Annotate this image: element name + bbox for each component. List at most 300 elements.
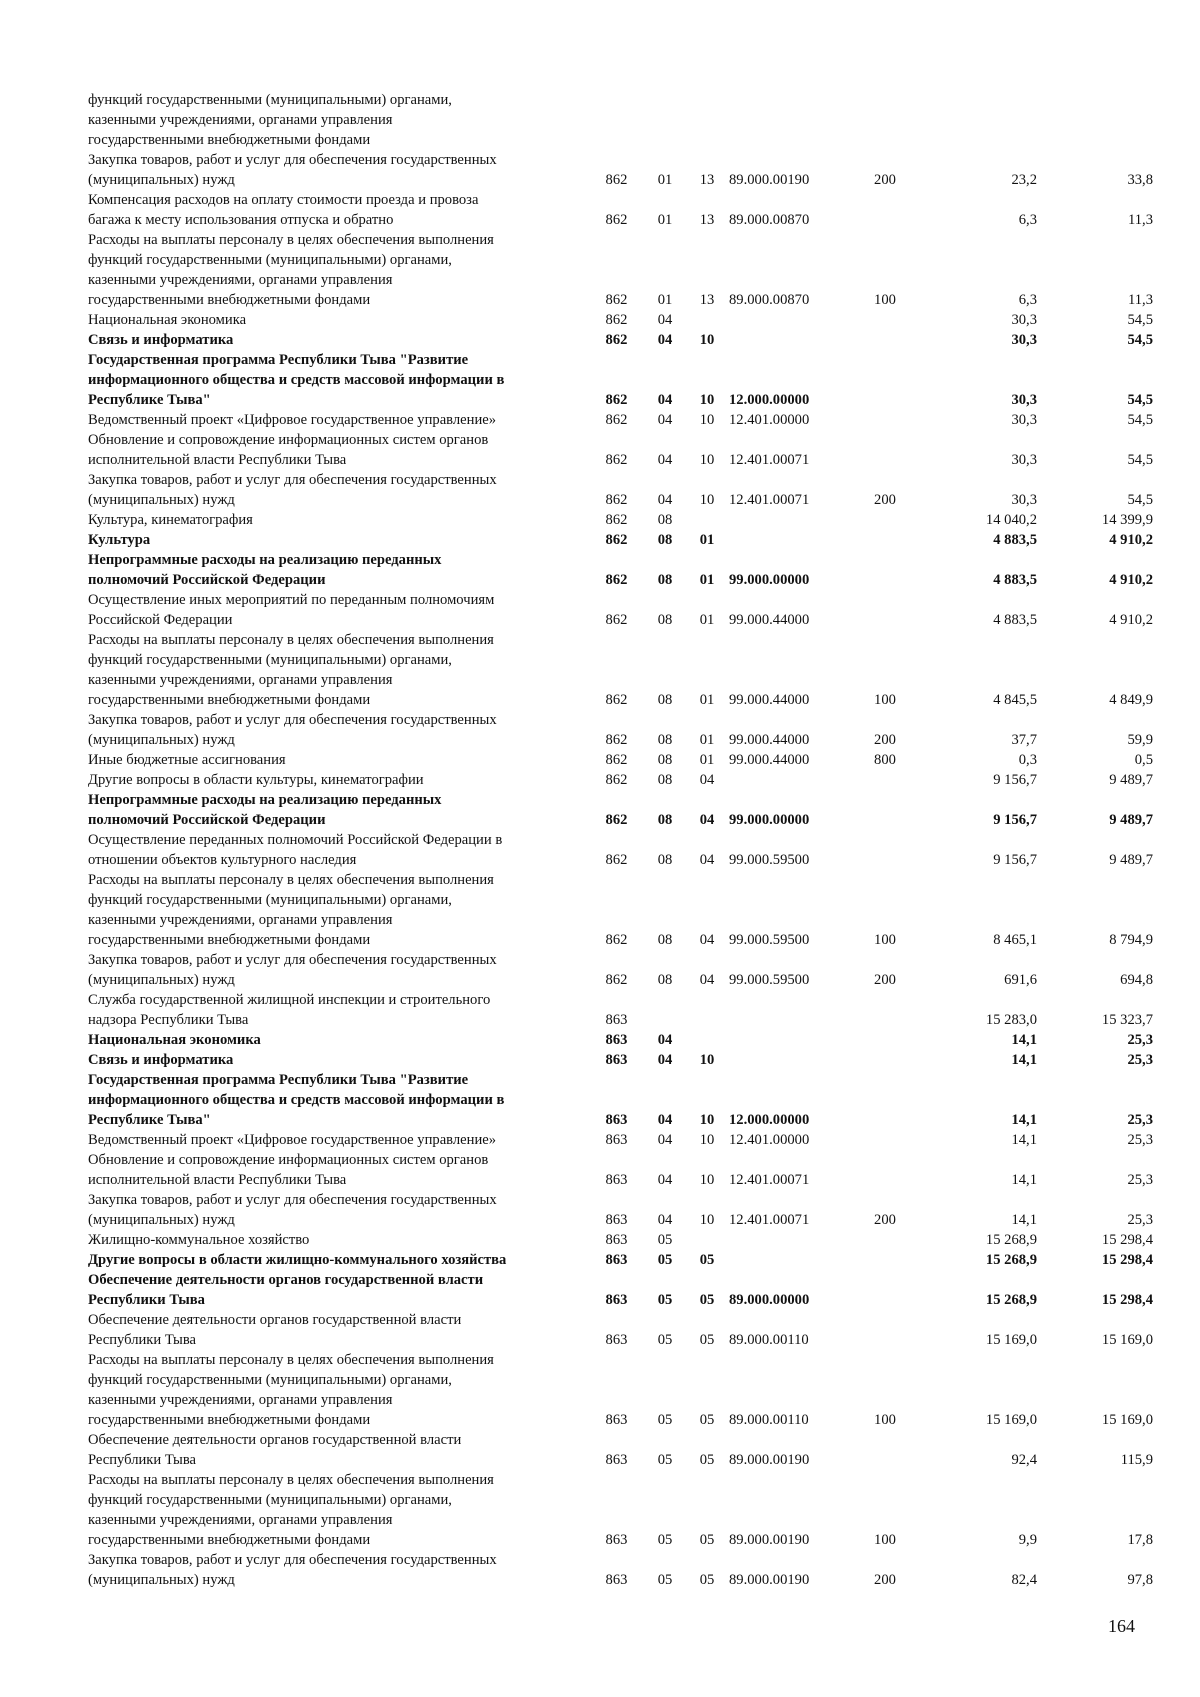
amount-year-2 [1037, 350, 1153, 370]
section-code [645, 1490, 685, 1510]
row-name: отношении объектов культурного наследия [88, 852, 357, 868]
admin-code: 862 [605, 452, 628, 468]
expense-type-code [857, 810, 913, 830]
section-code: 04 [657, 452, 673, 468]
section-code [645, 590, 685, 610]
target-article-code [729, 890, 857, 910]
expense-type-code [857, 1110, 913, 1130]
admin-code: 862 [605, 772, 628, 788]
amount-year-1: 14,1 [1011, 1212, 1037, 1228]
section-code: 04 [657, 492, 673, 508]
section-code: 04 [657, 1212, 673, 1228]
expense-type-code [857, 990, 913, 1010]
table-row [88, 230, 1153, 250]
target-article-code: 12.401.00071 [729, 452, 810, 468]
amount-year-1: 14,1 [1011, 1052, 1037, 1068]
subsection-code [685, 1310, 729, 1330]
target-article-code [729, 670, 857, 690]
section-code [645, 1470, 685, 1490]
admin-code [588, 1090, 645, 1110]
section-code [645, 1310, 685, 1330]
target-article-code: 12.401.00071 [729, 1172, 810, 1188]
amount-year-2 [1037, 1550, 1153, 1570]
amount-year-2: 25,3 [1127, 1032, 1153, 1048]
amount-year-1: 15 268,9 [985, 1252, 1037, 1268]
section-code: 04 [657, 412, 673, 428]
amount-year-2: 25,3 [1127, 1112, 1153, 1128]
amount-year-2 [1037, 890, 1153, 910]
amount-year-2: 4 910,2 [1109, 532, 1153, 548]
admin-code: 862 [605, 932, 628, 948]
amount-year-2 [1037, 790, 1153, 810]
section-code: 04 [657, 1112, 673, 1128]
expense-type-code [857, 890, 913, 910]
table-row [88, 1150, 1153, 1170]
target-article-code: 89.000.00000 [729, 1292, 810, 1308]
amount-year-1 [913, 1390, 1037, 1410]
amount-year-2 [1037, 870, 1153, 890]
table-row [88, 650, 1153, 670]
target-article-code [729, 1430, 857, 1450]
section-code: 08 [657, 532, 673, 548]
target-article-code [729, 470, 857, 490]
admin-code: 863 [605, 1332, 628, 1348]
expense-type-code [857, 850, 913, 870]
expense-type-code: 100 [874, 292, 896, 308]
amount-year-2 [1037, 710, 1153, 730]
target-article-code [729, 1470, 857, 1490]
admin-code [588, 1190, 645, 1210]
subsection-code: 01 [699, 732, 715, 748]
table-row [88, 1050, 1153, 1070]
amount-year-1 [913, 1350, 1037, 1370]
target-article-code [729, 530, 857, 550]
expense-type-code [857, 310, 913, 330]
section-code [645, 950, 685, 970]
amount-year-1 [913, 90, 1037, 110]
target-article-code: 89.000.00110 [729, 1412, 809, 1428]
table-row [88, 750, 1153, 770]
admin-code [588, 1150, 645, 1170]
table-row [88, 710, 1153, 730]
expense-type-code [857, 470, 913, 490]
row-name: Государственная программа Республики Тыва "Развитие [88, 352, 469, 368]
admin-code: 863 [605, 1232, 628, 1248]
amount-year-2: 15 298,4 [1101, 1252, 1153, 1268]
amount-year-2: 54,5 [1127, 332, 1153, 348]
target-article-code [729, 770, 857, 790]
target-article-code [729, 510, 857, 530]
admin-code [588, 1430, 645, 1450]
section-code: 04 [657, 312, 673, 328]
table-row [88, 210, 1153, 230]
subsection-code [685, 650, 729, 670]
section-code: 08 [657, 752, 673, 768]
admin-code: 862 [605, 572, 628, 588]
expense-type-code [857, 190, 913, 210]
amount-year-2 [1037, 630, 1153, 650]
amount-year-2: 25,3 [1127, 1172, 1153, 1188]
amount-year-2 [1037, 550, 1153, 570]
row-name: Расходы на выплаты персоналу в целях обеспечения выполнения [88, 632, 494, 648]
amount-year-1: 30,3 [1011, 312, 1037, 328]
table-row [88, 870, 1153, 890]
admin-code: 862 [605, 512, 628, 528]
row-name: функций государственными (муниципальными) органами, [88, 892, 452, 908]
table-row [88, 1230, 1153, 1250]
budget-table-body [88, 90, 1153, 1590]
expense-type-code: 200 [874, 492, 896, 508]
subsection-code [685, 1270, 729, 1290]
admin-code: 863 [605, 1132, 628, 1148]
section-code: 01 [657, 212, 673, 228]
amount-year-2: 25,3 [1127, 1132, 1153, 1148]
table-row [88, 1470, 1153, 1490]
amount-year-2 [1037, 370, 1153, 390]
target-article-code [729, 1490, 857, 1510]
amount-year-1: 6,3 [1018, 292, 1037, 308]
table-row [88, 290, 1153, 310]
row-name: Обеспечение деятельности органов государственной власти [88, 1312, 462, 1328]
subsection-code [685, 1090, 729, 1110]
amount-year-2: 54,5 [1127, 492, 1153, 508]
row-name: Культура [88, 532, 151, 548]
amount-year-1 [913, 670, 1037, 690]
target-article-code [729, 270, 857, 290]
section-code: 05 [657, 1572, 673, 1588]
admin-code [588, 590, 645, 610]
row-name: надзора Республики Тыва [88, 1012, 249, 1028]
row-name: (муниципальных) нужд [88, 492, 235, 508]
amount-year-2 [1037, 1150, 1153, 1170]
table-row [88, 590, 1153, 610]
expense-type-code [857, 710, 913, 730]
row-name: Закупка товаров, работ и услуг для обеспечения государственных [88, 712, 497, 728]
admin-code [588, 950, 645, 970]
row-name: (муниципальных) нужд [88, 172, 235, 188]
budget-table [88, 90, 1153, 1590]
section-code [645, 990, 685, 1010]
section-code: 08 [657, 692, 673, 708]
table-row [88, 1430, 1153, 1450]
expense-type-code [857, 1370, 913, 1390]
amount-year-2 [1037, 1350, 1153, 1370]
target-article-code [729, 430, 857, 450]
row-name: Закупка товаров, работ и услуг для обеспечения государственных [88, 1552, 497, 1568]
section-code: 05 [657, 1252, 673, 1268]
subsection-code: 05 [699, 1532, 715, 1548]
table-row [88, 970, 1153, 990]
row-name: Российской Федерации [88, 612, 233, 628]
table-row [88, 1010, 1153, 1030]
admin-code [588, 130, 645, 150]
expense-type-code: 200 [874, 172, 896, 188]
amount-year-2 [1037, 270, 1153, 290]
admin-code: 862 [605, 212, 628, 228]
table-row [88, 450, 1153, 470]
target-article-code [729, 950, 857, 970]
amount-year-1: 37,7 [1011, 732, 1037, 748]
expense-type-code [857, 1550, 913, 1570]
section-code [645, 830, 685, 850]
subsection-code [685, 370, 729, 390]
amount-year-1: 9,9 [1018, 1532, 1037, 1548]
section-code [645, 710, 685, 730]
table-row [88, 690, 1153, 710]
amount-year-1: 30,3 [1011, 492, 1037, 508]
admin-code: 862 [605, 332, 628, 348]
subsection-code: 10 [699, 412, 715, 428]
expense-type-code [857, 610, 913, 630]
subsection-code: 10 [699, 1132, 715, 1148]
expense-type-code [857, 1130, 913, 1150]
admin-code: 863 [605, 1112, 628, 1128]
expense-type-code [857, 130, 913, 150]
admin-code: 862 [605, 312, 628, 328]
amount-year-2 [1037, 650, 1153, 670]
amount-year-2: 15 169,0 [1101, 1412, 1153, 1428]
expense-type-code [857, 350, 913, 370]
subsection-code: 10 [699, 392, 715, 408]
table-row [88, 170, 1153, 190]
target-article-code: 89.000.00190 [729, 1532, 810, 1548]
target-article-code [729, 1070, 857, 1090]
target-article-code [729, 1250, 857, 1270]
section-code [645, 1010, 685, 1030]
admin-code: 863 [605, 1412, 628, 1428]
table-row [88, 1510, 1153, 1530]
amount-year-2 [1037, 90, 1153, 110]
section-code: 08 [657, 612, 673, 628]
section-code: 08 [657, 972, 673, 988]
target-article-code [729, 130, 857, 150]
amount-year-1 [913, 1510, 1037, 1530]
expense-type-code [857, 1150, 913, 1170]
subsection-code [685, 590, 729, 610]
amount-year-1: 14 040,2 [985, 512, 1037, 528]
section-code [645, 1350, 685, 1370]
table-row [88, 1350, 1153, 1370]
admin-code: 863 [605, 1172, 628, 1188]
section-code [645, 650, 685, 670]
target-article-code: 12.000.00000 [729, 392, 810, 408]
amount-year-1: 8 465,1 [993, 932, 1037, 948]
admin-code [588, 710, 645, 730]
admin-code [588, 790, 645, 810]
row-name: Связь и информатика [88, 1052, 234, 1068]
row-name: Служба государственной жилищной инспекции и строительного [88, 992, 491, 1008]
expense-type-code [857, 370, 913, 390]
section-code: 04 [657, 1172, 673, 1188]
subsection-code: 13 [699, 172, 715, 188]
row-name: казенными учреждениями, органами управления [88, 912, 393, 928]
row-name: Республики Тыва [88, 1332, 197, 1348]
target-article-code [729, 1030, 857, 1050]
amount-year-2: 15 323,7 [1101, 1012, 1153, 1028]
table-row [88, 1130, 1153, 1150]
row-name: Республике Тыва" [88, 392, 211, 408]
amount-year-2 [1037, 470, 1153, 490]
row-name: (муниципальных) нужд [88, 972, 235, 988]
target-article-code: 89.000.00190 [729, 1572, 810, 1588]
row-name: (муниципальных) нужд [88, 1212, 235, 1228]
table-row [88, 150, 1153, 170]
row-name: государственными внебюджетными фондами [88, 1412, 371, 1428]
table-row [88, 1210, 1153, 1230]
expense-type-code: 100 [874, 1412, 896, 1428]
table-row [88, 630, 1153, 650]
amount-year-2 [1037, 110, 1153, 130]
section-code: 04 [657, 1132, 673, 1148]
subsection-code [685, 830, 729, 850]
row-name: информационного общества и средств массовой информации в [88, 372, 505, 388]
subsection-code [685, 230, 729, 250]
subsection-code: 10 [699, 1172, 715, 1188]
target-article-code [729, 1350, 857, 1370]
target-article-code: 89.000.00110 [729, 1332, 809, 1348]
expense-type-code: 800 [874, 752, 896, 768]
amount-year-2 [1037, 830, 1153, 850]
row-name: Ведомственный проект «Цифровое государственное управление» [88, 412, 497, 428]
subsection-code [685, 1370, 729, 1390]
amount-year-2 [1037, 1310, 1153, 1330]
row-name: функций государственными (муниципальными) органами, [88, 1372, 452, 1388]
admin-code [588, 550, 645, 570]
row-name: Обновление и сопровождение информационных систем органов [88, 432, 489, 448]
table-row [88, 390, 1153, 410]
amount-year-1 [913, 870, 1037, 890]
row-name: Компенсация расходов на оплату стоимости проезда и провоза [88, 192, 479, 208]
subsection-code [685, 790, 729, 810]
row-name: Культура, кинематография [88, 512, 253, 528]
amount-year-1 [913, 1550, 1037, 1570]
expense-type-code [857, 390, 913, 410]
section-code [645, 1510, 685, 1530]
row-name: Непрограммные расходы на реализацию переданных [88, 552, 442, 568]
amount-year-1: 691,6 [1004, 972, 1037, 988]
row-name: Осуществление иных мероприятий по переданным полномочиям [88, 592, 495, 608]
admin-code: 863 [605, 1532, 628, 1548]
row-name: полномочий Российской Федерации [88, 572, 326, 588]
row-name: Закупка товаров, работ и услуг для обеспечения государственных [88, 472, 497, 488]
expense-type-code [857, 1450, 913, 1470]
subsection-code: 04 [699, 932, 715, 948]
row-name: функций государственными (муниципальными) органами, [88, 1492, 452, 1508]
section-code [645, 1070, 685, 1090]
subsection-code [685, 1510, 729, 1530]
expense-type-code [857, 250, 913, 270]
subsection-code [685, 510, 729, 530]
row-name: Национальная экономика [88, 312, 247, 328]
subsection-code [685, 250, 729, 270]
table-row [88, 810, 1153, 830]
admin-code: 863 [605, 1452, 628, 1468]
subsection-code [685, 550, 729, 570]
expense-type-code [857, 1230, 913, 1250]
expense-type-code [857, 530, 913, 550]
section-code [645, 870, 685, 890]
target-article-code: 89.000.00870 [729, 292, 810, 308]
subsection-code [685, 670, 729, 690]
row-name: Непрограммные расходы на реализацию переданных [88, 792, 442, 808]
admin-code [588, 1370, 645, 1390]
subsection-code [685, 1030, 729, 1050]
section-code [645, 1550, 685, 1570]
subsection-code: 04 [699, 852, 715, 868]
row-name: государственными внебюджетными фондами [88, 132, 371, 148]
table-row [88, 330, 1153, 350]
target-article-code [729, 1090, 857, 1110]
expense-type-code [857, 270, 913, 290]
row-name: Расходы на выплаты персоналу в целях обеспечения выполнения [88, 232, 494, 248]
section-code [645, 110, 685, 130]
expense-type-code [857, 670, 913, 690]
row-name: Другие вопросы в области культуры, кинематографии [88, 772, 424, 788]
row-name: государственными внебюджетными фондами [88, 292, 371, 308]
amount-year-2: 25,3 [1127, 1052, 1153, 1068]
admin-code: 863 [605, 1052, 628, 1068]
admin-code: 862 [605, 972, 628, 988]
subsection-code: 04 [699, 812, 715, 828]
amount-year-2 [1037, 950, 1153, 970]
subsection-code: 04 [699, 772, 715, 788]
expense-type-code [857, 90, 913, 110]
target-article-code [729, 1010, 857, 1030]
table-row [88, 670, 1153, 690]
target-article-code: 12.000.00000 [729, 1112, 810, 1128]
expense-type-code [857, 210, 913, 230]
expense-type-code [857, 1030, 913, 1050]
target-article-code [729, 230, 857, 250]
target-article-code [729, 590, 857, 610]
target-article-code [729, 1050, 857, 1070]
amount-year-1 [913, 110, 1037, 130]
admin-code [588, 370, 645, 390]
amount-year-1: 14,1 [1011, 1172, 1037, 1188]
expense-type-code [857, 1170, 913, 1190]
admin-code [588, 230, 645, 250]
target-article-code [729, 1230, 857, 1250]
section-code [645, 90, 685, 110]
subsection-code: 10 [699, 1112, 715, 1128]
expense-type-code [857, 950, 913, 970]
admin-code [588, 1510, 645, 1530]
row-name: функций государственными (муниципальными) органами, [88, 652, 452, 668]
expense-type-code [857, 230, 913, 250]
expense-type-code [857, 910, 913, 930]
expense-type-code [857, 1350, 913, 1370]
target-article-code [729, 1270, 857, 1290]
target-article-code: 12.401.00071 [729, 492, 810, 508]
amount-year-2: 15 298,4 [1101, 1232, 1153, 1248]
amount-year-2 [1037, 190, 1153, 210]
target-article-code [729, 90, 857, 110]
target-article-code [729, 1510, 857, 1530]
amount-year-2 [1037, 150, 1153, 170]
table-row [88, 1250, 1153, 1270]
table-row [88, 550, 1153, 570]
amount-year-1 [913, 270, 1037, 290]
admin-code: 862 [605, 392, 628, 408]
section-code: 01 [657, 292, 673, 308]
target-article-code: 99.000.59500 [729, 852, 810, 868]
row-name: Расходы на выплаты персоналу в целях обеспечения выполнения [88, 1472, 494, 1488]
section-code [645, 370, 685, 390]
subsection-code [685, 430, 729, 450]
subsection-code: 10 [699, 452, 715, 468]
row-name: Иные бюджетные ассигнования [88, 752, 286, 768]
amount-year-2: 17,8 [1127, 1532, 1153, 1548]
